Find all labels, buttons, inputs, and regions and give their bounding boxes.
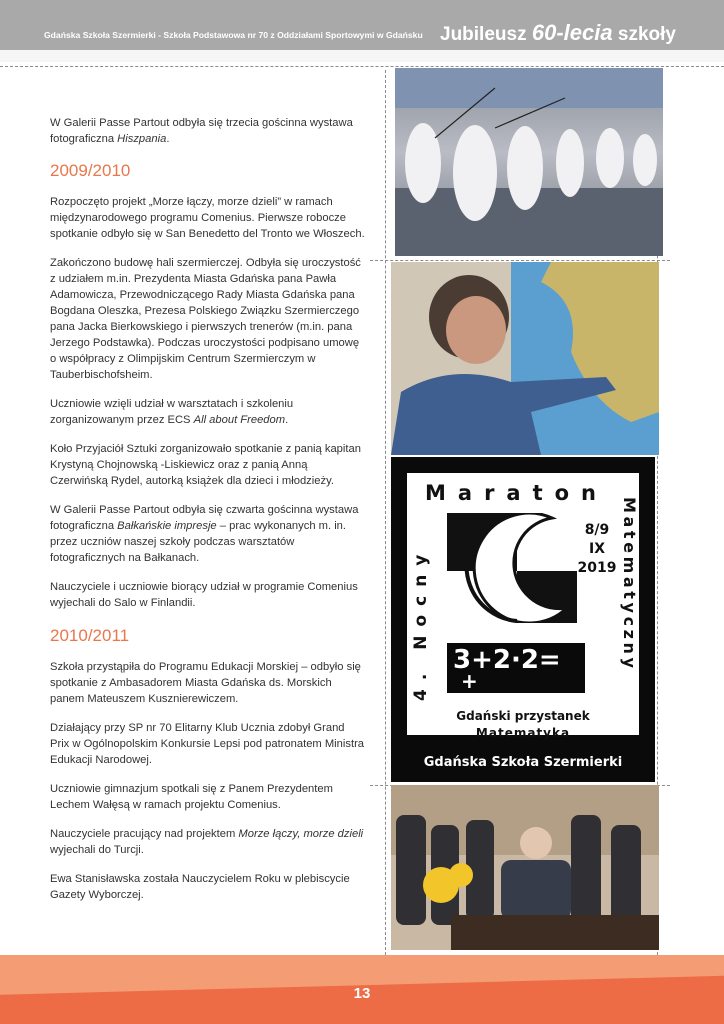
poster-title-top: Maraton [425, 481, 609, 505]
article-text [50, 115, 366, 916]
text-emphasis: Bałkańskie impresje [117, 520, 217, 532]
fencer-figure [556, 129, 584, 197]
fencer-figure [453, 125, 497, 221]
fencing-photo-graphic [395, 68, 663, 256]
math-marathon-poster [391, 457, 655, 782]
text-span: . [285, 414, 289, 426]
fencer-figure [507, 126, 543, 210]
text-span: wyjechali do Turcji. [50, 844, 144, 856]
wall-shape [395, 68, 663, 108]
paragraph [50, 502, 366, 566]
dashed-divider [385, 70, 386, 955]
text-span: W Galerii Passe Partout odbyła się czwarta gościnna wystawa fotograficzna [50, 504, 359, 532]
sunflower-shape [449, 863, 473, 887]
fencer-figure [405, 123, 441, 203]
header-jubilee-title [440, 20, 676, 46]
header-strip [0, 50, 724, 62]
paragraph [50, 826, 366, 858]
header-school-name: Gdańska Szkoła Szermierki - Szkoła Podstawowa nr 70 z Oddziałami Sportowymi w Gdańsku [44, 30, 423, 40]
paragraph: Ewa Stanisławska została Nauczycielem Roku w plebiscycie Gazety Wyborczej. [50, 873, 350, 901]
teacher-photo-graphic [391, 262, 659, 455]
paragraph: Szkoła przystąpiła do Programu Edukacji Morskiej – odbyło się spotkanie z Ambasadorem Miasta Gdańska ds. Morskich panem Mateuszem Kusznierewiczem. [50, 661, 361, 705]
poster-school-name: Gdańska Szkoła Szermierki [423, 755, 623, 770]
date-month: IX [588, 541, 605, 557]
poster-plus: + [461, 669, 478, 693]
fencer-figure [633, 134, 657, 186]
intro-paragraph [50, 115, 366, 147]
paragraph: Zakończono budowę hali szermierczej. Odbyła się uroczystość z udziałem m.in. Prezydenta Miasta Gdańska pana Pawła Adamowicza, Przewodniczącego Rady Miasta Gdańska pana Bogdana Oleszka, Prezesa Polskiego Związku Szermierczego pana Jacka Bierkowskiego i pierwszych trenerów (m.in. pana Jerzego Podstawka). Podczas uroczystości podpisano umowę o współpracy z Olimpijskim Centrum Szermierczym w Tauberbischofsheim. [50, 257, 361, 381]
section-heading-2010: 2010/2011 [50, 626, 130, 645]
paragraph: Działający przy SP nr 70 Elitarny Klub Ucznia zdobył Grand Prix w Ogólnopolskim Konkursie Lepsi pod patronatem Ministra Edukacji Narodowej. [50, 722, 365, 766]
paragraph: Rozpoczęto projekt „Morze łączy, morze dzieli” w ramach międzynarodowego programu Comenius. Pierwsze robocze spotkanie odbyło się w San Benedetto del Tronto we Włoszech. [50, 196, 365, 240]
moon-chess-graphic [447, 513, 577, 623]
fencer-figure [596, 128, 624, 188]
person-figure [396, 815, 426, 925]
paragraph: Nauczyciele i uczniowie biorący udział w programie Comenius wyjechali do Salo w Finlandii. [50, 581, 358, 609]
text-emphasis: All about Freedom [193, 414, 286, 426]
text-emphasis: Morze łączy, morze dzieli [238, 828, 364, 840]
text-span: W Galerii Passe Partout odbyła się trzecia gościnna wystawa fotograficzna [50, 117, 353, 145]
text-span: – prac wykonanych m. in. przez uczniów naszej szkoły podczas warsztatów fotograficznych na Bałkanach. [50, 520, 347, 564]
seated-man-figure [501, 860, 571, 920]
date-year: 2019 [577, 560, 617, 576]
person-figure [611, 825, 641, 925]
person-figure [571, 815, 601, 925]
text-span: Uczniowie wzięli udział w warsztatach i szkoleniu zorganizowanym przez ECS [50, 398, 294, 426]
jubilee-emphasis: 60-lecia [531, 20, 613, 45]
poster-subtitle: Matematyka [475, 726, 571, 740]
date-day: 8/9 [584, 522, 610, 538]
president-meeting-photo [391, 785, 659, 950]
poster-date [569, 521, 625, 578]
jubilee-school-word: szkoły [617, 24, 676, 45]
text-span: . [166, 133, 170, 145]
paragraph: Uczniowie gimnazjum spotkali się z Panem Prezydentem Lechem Wałęsą w ramach projektu Comenius. [50, 783, 333, 811]
face-shape [446, 296, 506, 364]
dashed-divider [370, 260, 670, 261]
head-shape [520, 827, 552, 859]
page-number: 13 [353, 985, 371, 1002]
fencing-training-photo [395, 68, 663, 256]
paragraph: Koło Przyjaciół Sztuki zorganizowało spotkanie z panią kapitan Krystyną Chojnowską -Liskiewicz oraz z panią Anną Czerwińską Rydel, autorką książek dla dzieci i młodzieży. [50, 443, 361, 487]
teacher-map-photo [391, 262, 659, 455]
section-heading-2009: 2009/2010 [50, 161, 131, 180]
jubilee-word: Jubileusz [440, 24, 527, 45]
desk-shape [451, 915, 659, 950]
text-span: Nauczyciele pracujący nad projektem [50, 828, 239, 840]
text-emphasis: Hiszpania [117, 133, 167, 145]
poster-title-right: Matematyczny [620, 497, 639, 672]
dashed-divider [0, 66, 724, 67]
poster-equation: 3+2·2= [453, 645, 561, 675]
meeting-photo-graphic [391, 785, 659, 950]
paragraph [50, 396, 366, 428]
poster-subtitle: Gdański przystanek [456, 709, 590, 723]
poster-title-left: 4. Nocny [411, 545, 431, 701]
